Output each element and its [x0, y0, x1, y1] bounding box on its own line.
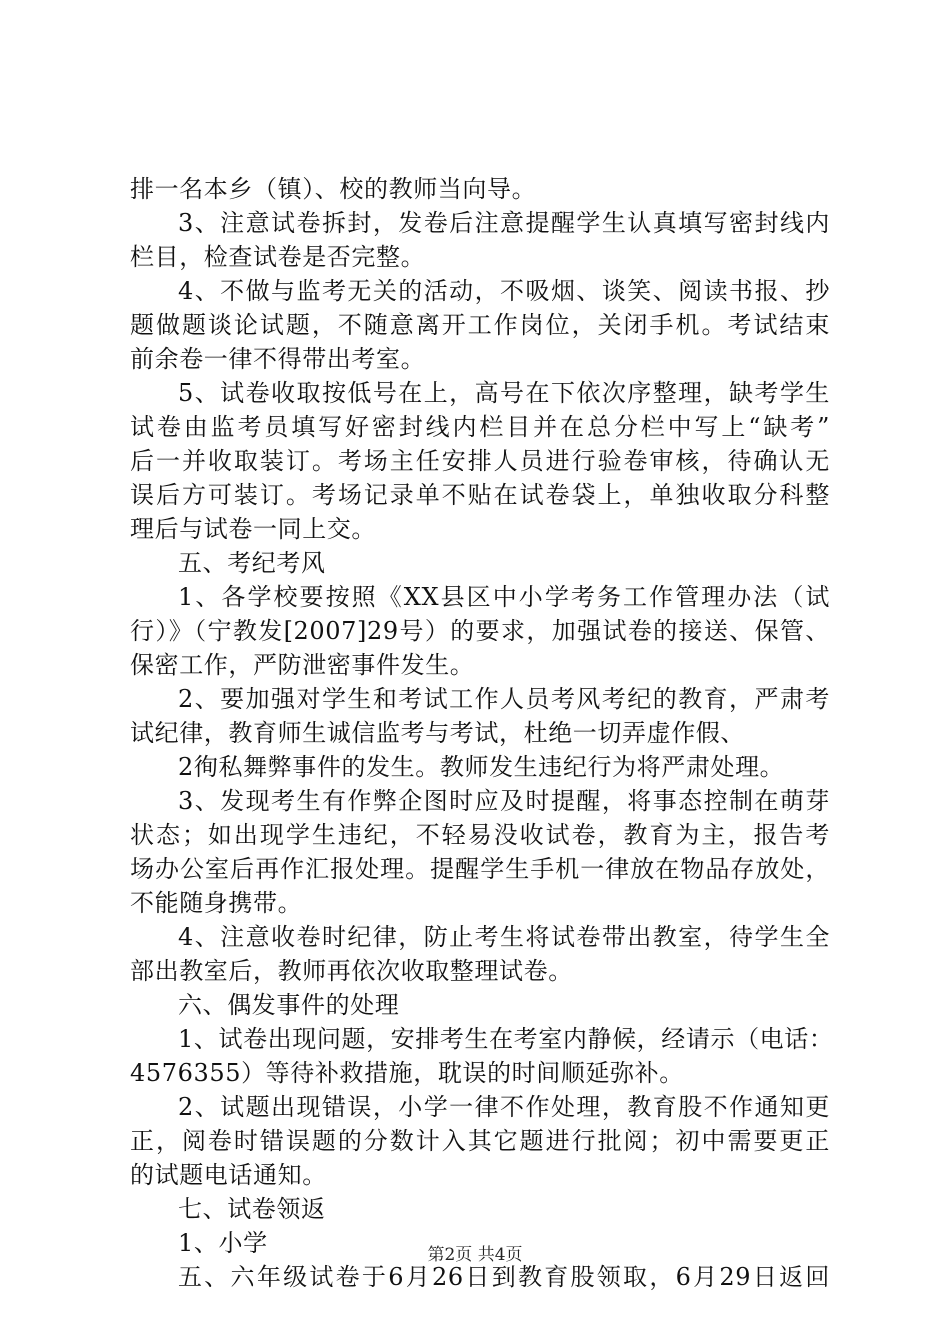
text-line: 不能随身携带。 — [130, 889, 303, 917]
text-line: 场办公室后再作汇报处理。提醒学生手机一律放在物品存放处， — [130, 855, 830, 883]
text-line: 前余卷一律不得带出考室。 — [130, 345, 426, 373]
text-line: 七、试卷领返 — [178, 1195, 326, 1223]
text-line: 五、六年级试卷于6月26日到教育股领取，6月29日返回 — [178, 1263, 830, 1291]
text-line: 2、要加强对学生和考试工作人员考风考纪的教育，严肃考 — [178, 685, 830, 713]
document-body — [130, 172, 834, 1294]
text-line: 3、注意试卷拆封，发卷后注意提醒学生认真填写密封线内 — [178, 209, 830, 237]
page-footer: 第2页 共4页 — [427, 1245, 523, 1265]
text-line: 试纪律，教育师生诚信监考与考试，杜绝一切弄虚作假、 — [130, 719, 745, 747]
text-line: 4、不做与监考无关的活动，不吸烟、谈笑、阅读书报、抄 — [178, 277, 830, 305]
text-line: 2徇私舞弊事件的发生。教师发生违纪行为将严肃处理。 — [178, 753, 785, 781]
text-line: 状态；如出现学生违纪，不轻易没收试卷，教育为主，报告考 — [130, 821, 830, 849]
text-line: 的试题电话通知。 — [130, 1161, 327, 1189]
text-line: 3、发现考生有作弊企图时应及时提醒，将事态控制在萌芽 — [178, 787, 830, 815]
text-line: 保密工作，严防泄密事件发生。 — [130, 651, 475, 679]
text-line: 题做题谈论试题，不随意离开工作岗位，关闭手机。考试结束 — [130, 311, 830, 339]
text-line: 栏目，检查试卷是否完整。 — [130, 243, 426, 271]
text-line: 正，阅卷时错误题的分数计入其它题进行批阅；初中需要更正 — [130, 1127, 830, 1155]
text-line: 4、注意收卷时纪律，防止考生将试卷带出教室，待学生全 — [178, 923, 830, 951]
text-line: 1、小学 — [178, 1229, 268, 1257]
text-line: 部出教室后，教师再依次收取整理试卷。 — [130, 957, 573, 985]
text-line: 五、考纪考风 — [178, 549, 326, 577]
text-line: 误后方可装订。考场记录单不贴在试卷袋上，单独收取分科整 — [130, 481, 830, 509]
text-line: 后一并收取装订。考场主任安排人员进行验卷审核，待确认无 — [130, 447, 830, 475]
text-line: 4576355）等待补救措施，耽误的时间顺延弥补。 — [130, 1059, 684, 1087]
text-line: 试卷由监考员填写好密封线内栏目并在总分栏中写上“缺考” — [130, 413, 830, 441]
text-line: 排一名本乡（镇）、校的教师当向导。 — [130, 175, 537, 203]
text-line: 5、试卷收取按低号在上，高号在下依次序整理，缺考学生 — [178, 379, 830, 407]
text-line: 六、偶发事件的处理 — [178, 991, 400, 1019]
text-line: 理后与试卷一同上交。 — [130, 515, 376, 543]
text-line: 2、试题出现错误，小学一律不作处理，教育股不作通知更 — [178, 1093, 830, 1121]
text-line: 1、各学校要按照《XX县区中小学考务工作管理办法（试 — [178, 583, 830, 611]
text-line: 行）》（宁教发[2007]29号）的要求，加强试卷的接送、保管、 — [130, 617, 830, 645]
text-line: 1、试卷出现问题，安排考生在考室内静候，经请示（电话： — [178, 1025, 834, 1053]
